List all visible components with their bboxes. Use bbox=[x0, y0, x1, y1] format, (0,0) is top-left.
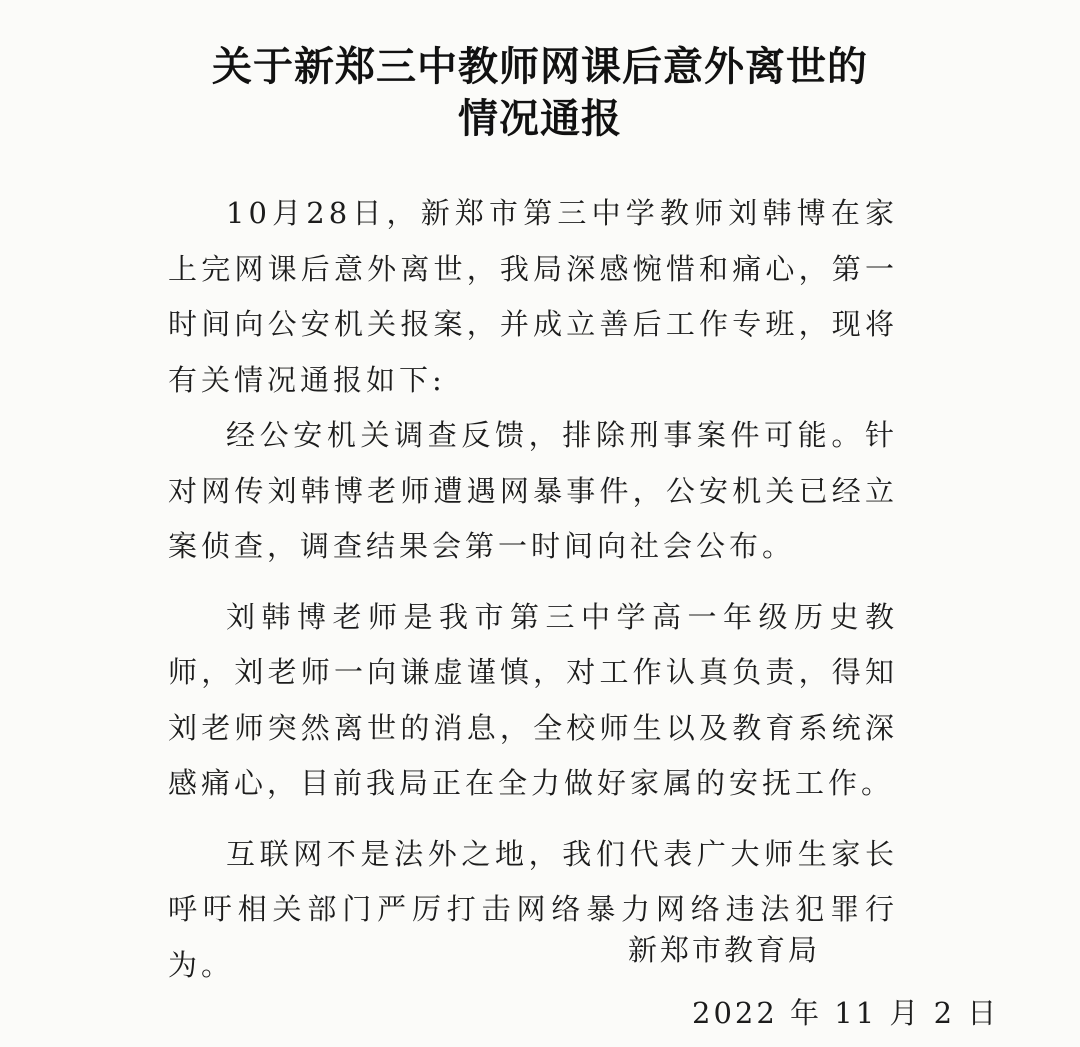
paragraph-4: 互联网不是法外之地，我们代表广大师生家长呼吁相关部门严厉打击网络暴力网络违法犯罪行为。 bbox=[168, 836, 898, 982]
document-title-line-2: 情况通报 bbox=[458, 96, 622, 142]
document-body bbox=[168, 186, 898, 993]
paragraph-3: 刘韩博老师是我市第三中学高一年级历史教师，刘老师一向谦虚谨慎，对工作认真负责，得知刘老师突然离世的消息，全校师生以及教育系统深感痛心，目前我局正在全力做好家属的安抚工作。 bbox=[168, 599, 898, 800]
document-title-line-1: 关于新郑三中教师网课后意外离世的 bbox=[212, 44, 868, 90]
signature-date: 2022 年 11 月 2 日 bbox=[692, 996, 1000, 1030]
signature-organization: 新郑市教育局 bbox=[628, 933, 821, 967]
paragraph-2: 经公安机关调查反馈，排除刑事案件可能。针对网传刘韩博老师遭遇网暴事件，公安机关已经立案侦查，调查结果会第一时间向社会公布。 bbox=[168, 418, 898, 563]
paragraph-1: 10月28日，新郑市第三中学教师刘韩博在家上完网课后意外离世，我局深感惋惜和痛心，第一时间向公安机关报案，并成立善后工作专班，现将有关情况通报如下: bbox=[168, 196, 898, 397]
